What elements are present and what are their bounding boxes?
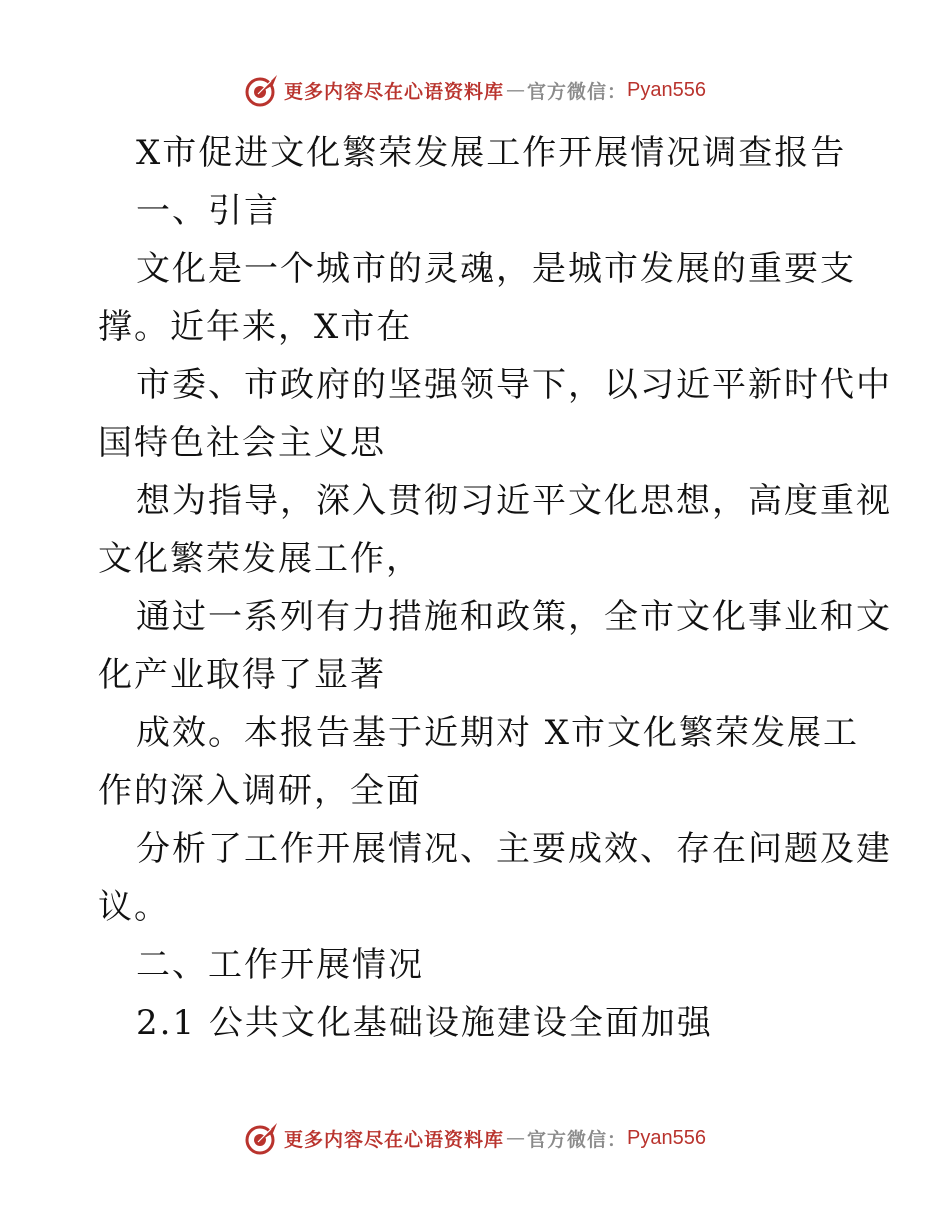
document-line: 文化是一个城市的灵魂，是城市发展的重要支 (136, 249, 856, 289)
document-line: 一、引言 (136, 191, 280, 231)
document-line: 化产业取得了显著 (98, 655, 386, 695)
document-line: 国特色社会主义思 (98, 423, 386, 463)
document-line: 撑。近年来，X市在 (98, 307, 413, 347)
document-line: 2.1 公共文化基础设施建设全面加强 (136, 1003, 713, 1043)
document-line: 文化繁荣发展工作， (98, 539, 422, 579)
document-line: 想为指导，深入贯彻习近平文化思想，高度重视 (136, 481, 892, 521)
watermark-separator: — (506, 79, 526, 101)
document-title: X市促进文化繁荣发展工作开展情况调查报告 (136, 133, 847, 173)
document-line: 成效。本报告基于近期对 X市文化繁荣发展工 (136, 713, 860, 753)
quill-logo-icon (244, 72, 280, 108)
watermark-site-text: 更多内容尽在心语资料库 (284, 80, 505, 103)
header-watermark (0, 70, 950, 110)
document-line: 分析了工作开展情况、主要成效、存在问题及建 (136, 829, 892, 869)
document-line: 作的深入调研，全面 (98, 771, 422, 811)
footer-watermark (0, 1118, 950, 1158)
document-line: 议。 (98, 887, 170, 927)
watermark-wechat-id: Pyan556 (627, 78, 706, 101)
watermark-site-text: 更多内容尽在心语资料库 (284, 1128, 505, 1151)
document-body (98, 124, 892, 1052)
watermark-separator: — (506, 1127, 526, 1149)
document-lines (98, 182, 892, 1052)
quill-logo-icon (244, 1120, 280, 1156)
document-line: 通过一系列有力措施和政策，全市文化事业和文 (136, 597, 892, 637)
watermark-wechat-label: 官方微信： (527, 1128, 628, 1151)
document-line: 二、工作开展情况 (136, 945, 424, 985)
document-line: 市委、市政府的坚强领导下，以习近平新时代中 (136, 365, 892, 405)
watermark-wechat-label: 官方微信： (527, 80, 628, 103)
watermark-wechat-id: Pyan556 (627, 1126, 706, 1149)
